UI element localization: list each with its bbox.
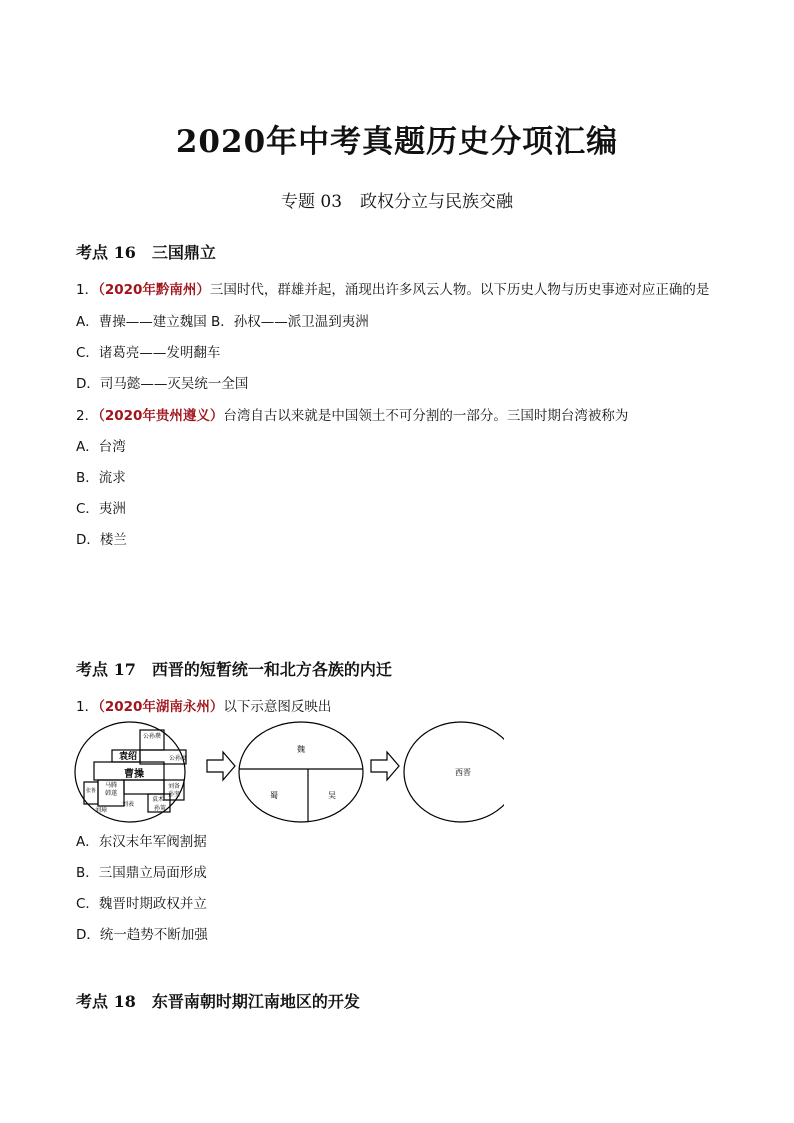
option: C．诸葛亮——发明翻车 <box>76 345 221 361</box>
option: A．东汉末年军阀割据 <box>76 834 207 850</box>
kingdom-label-shu: 蜀 <box>270 791 278 800</box>
arrow-right-icon <box>207 752 235 780</box>
kingdom-label-wei: 魏 <box>297 745 305 754</box>
section-title: 东晋南朝时期江南地区的开发 <box>151 992 360 1011</box>
question-stem: 1．（2020年黔南州）三国时代，群雄并起，涌现出许多风云人物。以下历史人物与历史事迹对应正确的是 <box>76 282 710 298</box>
warlord-label: 曹操 <box>124 769 144 780</box>
warlord-label: 公孙瓒 <box>142 733 162 740</box>
section-heading-16 <box>76 240 216 263</box>
arrow-right-icon <box>371 752 399 780</box>
option: D．司马懿——灭吴统一全国 <box>76 376 249 392</box>
section-title: 三国鼎立 <box>151 243 216 262</box>
page-subtitle <box>0 187 794 212</box>
section-label: 考点 17 <box>76 660 136 679</box>
option: B．流求 <box>76 470 126 486</box>
question-source: （2020年黔南州） <box>98 282 210 298</box>
section-heading-17 <box>76 657 392 680</box>
section-title: 西晋的短暂统一和北方各族的内迁 <box>151 660 392 679</box>
option: B．三国鼎立局面形成 <box>76 865 207 881</box>
option: A．台湾 <box>76 439 126 455</box>
warlord-label: 公孙度 <box>168 755 188 762</box>
warlord-label: 袁术 <box>151 796 165 803</box>
warlord-label: 刘璋 <box>94 807 108 814</box>
section-label: 考点 16 <box>76 243 136 262</box>
warlord-label: 马腾 <box>104 782 118 789</box>
kingdom-label-wu: 吴 <box>328 791 336 800</box>
western-jin-label: 西晋 <box>455 768 471 777</box>
question-stem: 1．（2020年湖南永州）以下示意图反映出 <box>76 699 332 715</box>
topic-number: 专题 03 <box>280 192 343 212</box>
option: C．魏晋时期政权并立 <box>76 896 207 912</box>
warlord-label: 刘表 <box>121 801 135 808</box>
page-title: 2020年中考真题历史分项汇编 <box>175 124 619 160</box>
warlord-label: 孙策 <box>153 805 167 812</box>
option: A．曹操——建立魏国 B．孙权——派卫温到夷洲 <box>76 314 369 330</box>
warlord-label: 袁绍 <box>118 752 138 762</box>
history-diagram <box>74 720 504 824</box>
warlord-label: 韩遂 <box>104 790 118 797</box>
warlord-label: 张鲁 <box>85 788 97 794</box>
warlord-label: 刘备 <box>167 783 181 790</box>
question-source: （2020年贵州遵义） <box>98 408 224 424</box>
option: D．楼兰 <box>76 532 127 548</box>
three-kingdoms-ellipse <box>239 722 363 822</box>
western-jin-ellipse <box>404 722 504 822</box>
section-label: 考点 18 <box>76 992 136 1011</box>
option: C．夷洲 <box>76 501 126 517</box>
topic-name: 政权分立与民族交融 <box>360 192 514 212</box>
question-stem: 2．（2020年贵州遵义）台湾自古以来就是中国领土不可分割的一部分。三国时期台湾被称为 <box>76 408 629 424</box>
option: D．统一趋势不断加强 <box>76 927 208 943</box>
warlord-label: 孙坚 <box>167 791 181 798</box>
question-source: （2020年湖南永州） <box>98 699 224 715</box>
section-heading-18 <box>76 989 360 1012</box>
